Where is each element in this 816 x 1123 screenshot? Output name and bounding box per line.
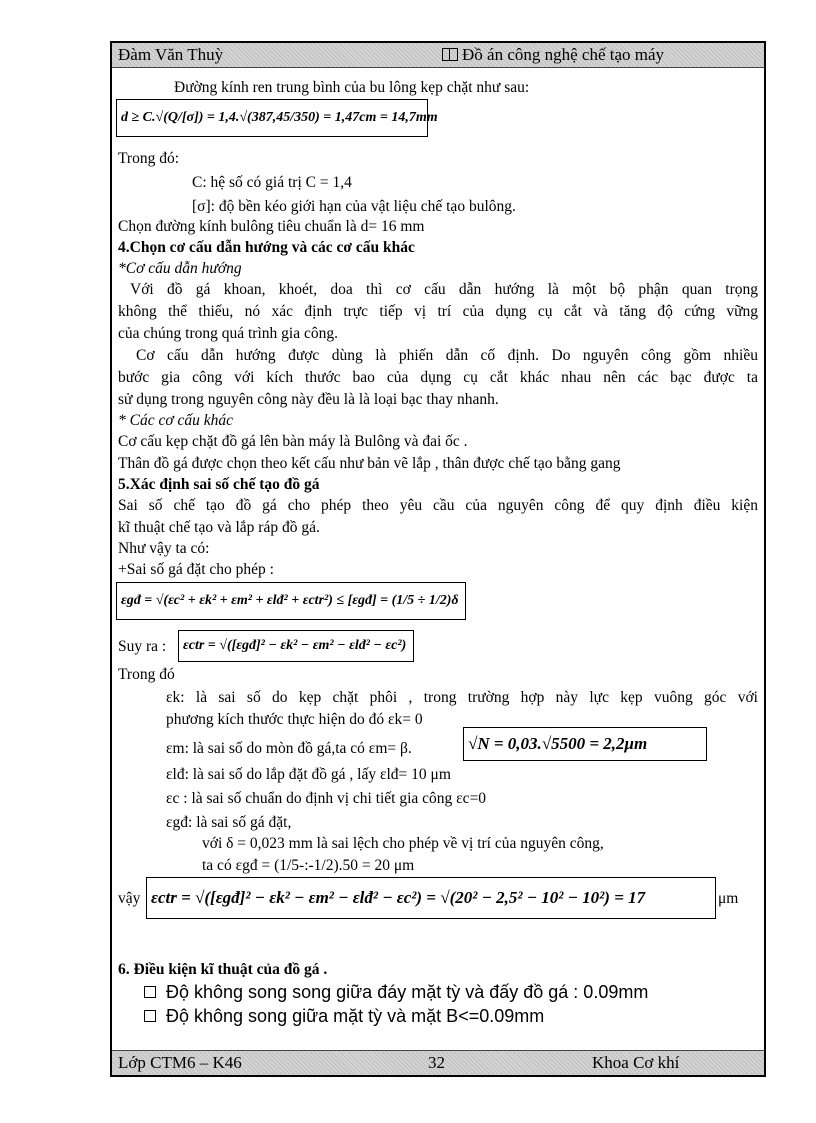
header-title-wrap xyxy=(442,43,664,67)
formula-result: εctr = √([εgđ]² − εk² − εm² − εlđ² − εc²) = √(20² − 2,5² − 10² − 10²) = 17 xyxy=(146,877,716,919)
para2-line2: bước gia công với kích thước bao của dụng cụ cắt khác nhau nên các bạc được ta xyxy=(118,369,758,386)
subheading-4b: * Các cơ cấu khác xyxy=(118,412,234,429)
para1-line3: của chúng trong quá trình gia công. xyxy=(118,325,338,342)
footer-class: Lớp CTM6 – K46 xyxy=(118,1053,242,1072)
suy-ra: Suy ra : xyxy=(118,638,167,655)
trong-do-2: Trong đó xyxy=(118,666,175,683)
page-frame xyxy=(110,41,766,1077)
para1-line1: Với đồ gá khoan, khoét, doa thì cơ cấu dẫn hướng là một bộ phận quan trọng xyxy=(130,281,758,298)
c-definition: C: hệ số có giá trị C = 1,4 xyxy=(192,174,352,191)
heading-6: 6. Điều kiện kĩ thuật của đồ gá . xyxy=(118,961,328,978)
nhu-vay: Như vậy ta có: xyxy=(118,540,210,557)
em-text: εm: là sai số do mòn đồ gá,ta có εm= β. xyxy=(166,740,412,757)
formula-ectr: εctr = √([εgđ]² − εk² − εm² − εlđ² − εc²) xyxy=(178,630,414,662)
page-header xyxy=(112,43,764,68)
condition-2-text: Độ không song giữa mặt tỳ và mặt B<=0.09mm xyxy=(166,1006,545,1026)
choose-bolt: Chọn đường kính bulông tiêu chuẩn là d= 16 mm xyxy=(118,218,425,235)
para1-line2: không thể thiếu, nó xác định trực tiếp vị trí của dụng cụ cắt và tăng độ cứng vững xyxy=(118,303,758,320)
condition-2 xyxy=(144,1007,544,1026)
footer-page-number: 32 xyxy=(428,1053,445,1072)
delta-text: với δ = 0,023 mm là sai lệch cho phép về vị trí của nguyên công, xyxy=(202,835,604,852)
formula-em: √N = 0,03.√5500 = 2,2μm xyxy=(463,727,707,761)
ec-text: εc : là sai số chuẩn do định vị chi tiết gia công εc=0 xyxy=(166,790,487,807)
condition-1 xyxy=(144,983,648,1002)
formula-sai-so-ga-dat: εgđ = √(εc² + εk² + εm² + εlđ² + εctr²) ≤ [εgđ] = (1/5 ÷ 1/2)δ xyxy=(116,582,466,620)
sigma-definition: [σ]: độ bền kéo giới hạn của vật liệu chế tạo bulông. xyxy=(192,198,516,215)
page-footer xyxy=(112,1050,764,1075)
trong-do-1: Trong đó: xyxy=(118,150,180,167)
plus-sai-so: +Sai số gá đặt cho phép : xyxy=(118,561,274,578)
footer-faculty: Khoa Cơ khí xyxy=(592,1053,680,1072)
para4: Thân đồ gá được chọn theo kết cấu như bản vẽ lắp , thân được chế tạo bằng gang xyxy=(118,455,621,472)
egd-text: εgđ: là sai số gá đặt, xyxy=(166,814,292,831)
intro-text: Đường kính ren trung bình của bu lông kẹp chặt như sau: xyxy=(174,79,530,96)
checkbox-icon xyxy=(144,1010,156,1022)
para5-line2: kĩ thuật chế tạo và lắp ráp đồ gá. xyxy=(118,519,320,536)
vay-text: vậy xyxy=(118,890,141,907)
subheading-4a: *Cơ cấu dẫn hướng xyxy=(118,260,242,277)
unit-text: μm xyxy=(718,890,739,907)
taco-text: ta có εgđ = (1/5-:-1/2).50 = 20 μm xyxy=(202,857,415,874)
heading-4: 4.Chọn cơ cấu dẫn hướng và các cơ cấu khác xyxy=(118,239,415,256)
book-icon xyxy=(442,48,458,61)
ek-line2: phương kích thước thực hiện do đó εk= 0 xyxy=(166,711,423,728)
checkbox-icon xyxy=(144,986,156,998)
para2-line1: Cơ cấu dẫn hướng được dùng là phiến dẫn cố định. Do nguyên công gồm nhiều xyxy=(136,347,758,364)
para5-line1: Sai số chế tạo đồ gá cho phép theo yêu cầu của nguyên công để quy định điều kiện xyxy=(118,497,758,514)
ek-line1: εk: là sai số do kẹp chặt phôi , trong trường hợp này lực kẹp vuông góc với xyxy=(166,689,758,706)
eld-text: εlđ: là sai số do lắp đặt đồ gá , lấy εlđ= 10 μm xyxy=(166,766,451,783)
heading-5: 5.Xác định sai số chế tạo đồ gá xyxy=(118,476,320,493)
formula-bolt-diameter: d ≥ C.√(Q/[σ]) = 1,4.√(387,45/350) = 1,47cm = 14,7mm xyxy=(116,99,428,137)
header-title: Đồ án công nghệ chế tạo máy xyxy=(462,45,665,64)
para3: Cơ cấu kẹp chặt đồ gá lên bàn máy là Bulông và đai ốc . xyxy=(118,433,468,450)
condition-1-text: Độ không song song giữa đáy mặt tỳ và đấy đồ gá : 0.09mm xyxy=(166,982,649,1002)
para2-line3: sử dụng trong nguyên công này đều là là loại bạc thay nhanh. xyxy=(118,391,499,408)
header-author: Đàm Văn Thuỳ xyxy=(118,45,224,64)
